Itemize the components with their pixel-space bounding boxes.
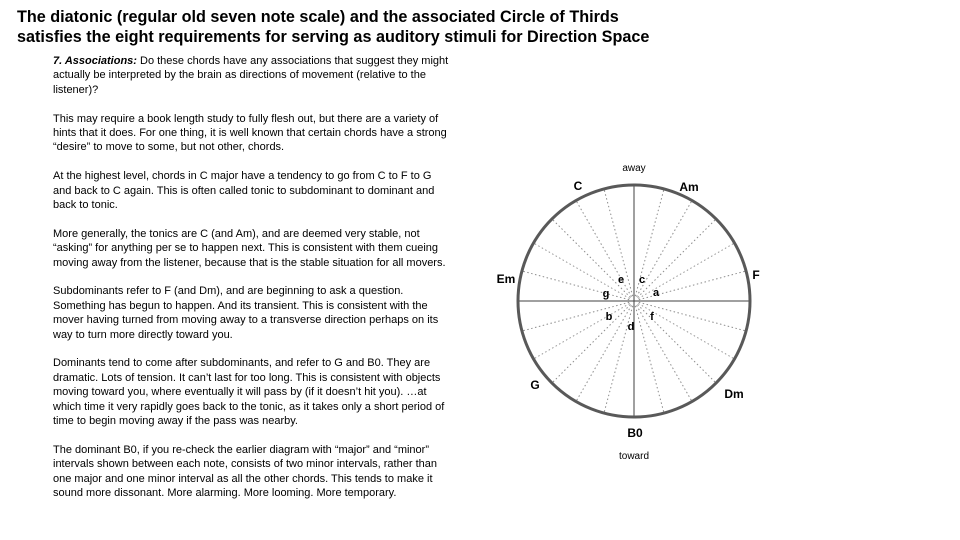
circle-of-thirds-diagram [490, 155, 780, 465]
paragraph-book-length [53, 112, 493, 155]
paragraph-line: This may require a book length study to fully flesh out, but there are a variety of [53, 112, 439, 125]
title-line-2: satisfies the eight requirements for serving as auditory stimuli for Direction Space [17, 28, 650, 46]
dotted-spoke [522, 271, 629, 300]
paragraph-line: sound more dissonant. More alarming. More looming. More temporary. [53, 487, 397, 500]
chord-label-em: Em [496, 272, 516, 286]
paragraph-line: time to begin moving away if the pass was nearby. [53, 415, 298, 428]
paragraph-line: The dominant B0, if you re-check the earlier diagram with “major” and “minor” [53, 443, 429, 456]
dotted-spoke [552, 305, 630, 383]
chord-label-b0: B0 [627, 426, 643, 440]
dotted-spoke [534, 304, 630, 360]
paragraph-dominant-b0 [53, 443, 493, 501]
paragraph-line: More generally, the tonics are C (and Am), and are deemed very stable, not [53, 227, 420, 240]
paragraph-line: hints that it does. For one thing, it is well known that certain chords have a strong [53, 127, 447, 140]
paragraph-line: back to tonic. [53, 199, 118, 212]
toward-label: toward [618, 451, 650, 462]
paragraph-dominants [53, 356, 493, 428]
paragraph-line: moving toward you, where eventually it will pass by (if it doesn’t hit you). …at [53, 386, 427, 399]
paragraph-line: listener)? [53, 83, 99, 96]
dotted-spoke [639, 302, 746, 331]
associations-paragraph [53, 54, 493, 97]
note-label-g: g [602, 288, 610, 300]
slide-title [17, 7, 777, 47]
paragraph-line: At the highest level, chords in C major have a tendency to go from C to F to G [53, 170, 432, 183]
note-label-c: c [638, 274, 646, 286]
chord-label-dm: Dm [724, 387, 744, 401]
title-line-1: The diatonic (regular old seven note scale) and the associated Circle of Thirds [17, 8, 619, 26]
paragraph-line: Dominants tend to come after subdominants, and refer to G and B0. They are [53, 357, 431, 370]
dotted-spoke [534, 243, 630, 299]
note-label-f: f [650, 311, 654, 323]
note-label-d: d [627, 321, 635, 333]
circle-of-thirds-svg [490, 155, 780, 465]
associations-first-line [53, 54, 493, 68]
chord-label-f: F [752, 268, 760, 282]
paragraph-line: way to turn more directly toward you. [53, 328, 233, 341]
paragraph-line: one major and one minor interval as all the other chords. This tends to make it [53, 472, 433, 485]
dotted-spoke [522, 302, 629, 331]
paragraph-tonics [53, 227, 493, 270]
note-label-b: b [605, 311, 613, 323]
paragraph-line: Something has begun to happen. And its transient. This is consistent with the [53, 299, 428, 312]
paragraph-line: “desire” to move to some, but not other, chords. [53, 141, 285, 154]
paragraph-highest-level [53, 169, 493, 212]
paragraph-subdominants [53, 284, 493, 342]
paragraph-line: “asking” for anything per se to happen next. This is consistent with them cueing [53, 242, 439, 255]
paragraph-line: and back to C again. This is often called tonic to subdominant to dominant and [53, 184, 435, 197]
body-text [53, 54, 493, 515]
paragraph-line: Subdominants refer to F (and Dm), and are beginning to ask a question. [53, 285, 404, 298]
paragraph-line: mover having turned from moving away to a transverse direction perhaps on its [53, 314, 439, 327]
chord-label-am: Am [679, 180, 699, 194]
chord-label-g: G [530, 378, 540, 392]
dotted-spoke [638, 219, 716, 297]
associations-lead-text: Do these chords have any associations that suggest they might [136, 55, 449, 67]
associations-heading: 7. Associations: [53, 55, 137, 67]
paragraph-line: which time it very rapidly goes back to the tonic, as it takes only a short period of [53, 400, 445, 413]
paragraph-line: actually be interpreted by the brain as directions of movement (relative to the [53, 69, 426, 82]
paragraph-line: intervals shown between each note, consists of two minor intervals, rather than [53, 458, 437, 471]
dotted-spoke [576, 305, 632, 401]
paragraph-line: dramatic. Lots of tension. It can’t last for too long. This is consistent with objects [53, 371, 441, 384]
note-label-a: a [652, 287, 660, 299]
chord-label-c: C [573, 179, 583, 193]
away-label: away [622, 163, 646, 174]
paragraph-line: moving away from the listener, because that is the stable situation for all movers. [53, 256, 446, 269]
note-label-e: e [617, 274, 625, 286]
dotted-spoke [637, 305, 693, 401]
